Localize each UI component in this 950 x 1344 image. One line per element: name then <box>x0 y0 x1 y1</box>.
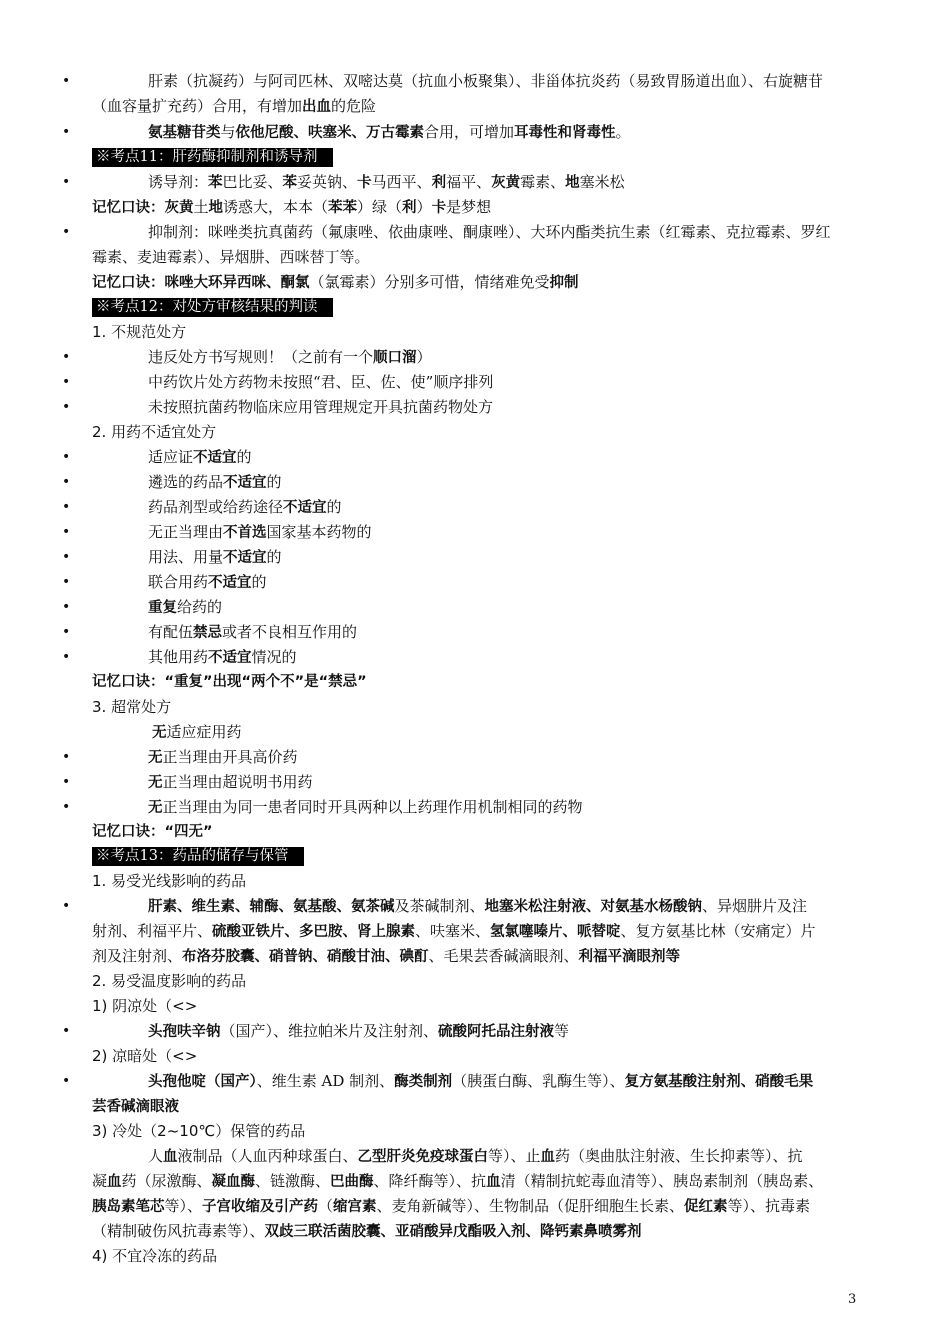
list-item-cont: 胰岛素笔芯等）、子宫收缩及引产药（缩宫素、麦角新碱等）、生物制品（促肝细胞生长素、促红素等）、抗毒素 <box>92 1197 811 1215</box>
subsection-title: 3) 冷处（2~10℃）保管的药品 <box>92 1122 306 1140</box>
bullet: • <box>62 549 71 565</box>
list-item: 适应证不适宜的 <box>148 448 252 466</box>
memory-tip: 记忆口诀：“重复”出现“两个不”是“禁忌” <box>92 674 367 690</box>
section-heading-11: ※考点11：肝药酶抑制剂和诱导剂 <box>92 144 862 169</box>
list-item: 用法、用量不适宜的 <box>148 548 282 566</box>
list-item: 人血液制品（人血丙种球蛋白、乙型肝炎免疫球蛋白等）、止血药（奥曲肽注射液、生长抑素等）、抗 <box>148 1147 803 1165</box>
memory-tip: 记忆口诀：灰黄土地诱惑大，本本（苯苯）绿（利）卡是梦想 <box>92 198 492 216</box>
list-item: 诱导剂：苯巴比妥、苯妥英钠、卡马西平、利福平、灰黄霉素、地塞米松 <box>148 173 625 191</box>
list-item: 肝素（抗凝药）与阿司匹林、双嘧达莫（抗血小板聚集）、非甾体抗炎药（易致胃肠道出血）、右旋糖苷 <box>148 72 824 90</box>
bullet: • <box>62 1023 71 1039</box>
bullet: • <box>62 73 71 89</box>
list-item: 无正当理由开具高价药 <box>148 748 298 766</box>
list-item: 未按照抗菌药物临床应用管理规定开具抗菌药物处方 <box>148 398 494 416</box>
bullet: • <box>62 624 71 640</box>
list-item-cont: 芸香碱滴眼液 <box>92 1099 179 1115</box>
subsection-title: 1) 阴凉处（<> <box>92 997 198 1015</box>
list-item: 氨基糖苷类与依他尼酸、呋塞米、万古霉素合用，可增加耳毒性和肾毒性。 <box>148 123 631 141</box>
list-item-cont: 霉素、麦迪霉素）、异烟肼、西咪替丁等。 <box>92 248 370 266</box>
bullet: • <box>62 474 71 490</box>
list-item: 无正当理由为同一患者同时开具两种以上药理作用机制相同的药物 <box>148 798 583 816</box>
section-heading-13: ※考点13：药品的储存与保管 <box>92 843 862 868</box>
bullet: • <box>62 124 71 140</box>
bullet: • <box>62 349 71 365</box>
list-item: 中药饮片处方药物未按照“君、臣、佐、使”顺序排列 <box>148 373 494 391</box>
bullet: • <box>62 749 71 765</box>
bullet: • <box>62 599 71 615</box>
bullet: • <box>62 449 71 465</box>
subsection-title: 2. 用药不适宜处方 <box>92 423 217 441</box>
list-item: 肝素、维生素、辅酶、氨基酸、氨茶碱及茶碱制剂、地塞米松注射液、对氨基水杨酸钠、异烟肼片及注 <box>148 897 808 915</box>
list-item-cont: （精制破伤风抗毒素等）、双歧三联活菌胶囊、亚硝酸异戊酯吸入剂、降钙素鼻喷雾剂 <box>92 1222 642 1240</box>
section-heading-12: ※考点12：对处方审核结果的判读 <box>92 294 862 319</box>
list-item: 遴选的药品不适宜的 <box>148 473 282 491</box>
subsection-title: 1. 不规范处方 <box>92 323 187 341</box>
list-item-cont: （血容量扩充药）合用，有增加出血的危险 <box>92 97 377 115</box>
list-item-cont: 凝血药（尿激酶、凝血酶、链激酶、巴曲酶、降纤酶等）、抗血清（精制抗蛇毒血清等）、胰岛素制剂（胰岛素、 <box>92 1172 824 1190</box>
list-item: 无正当理由不首选国家基本药物的 <box>148 523 372 541</box>
page-number: 3 <box>848 1292 857 1307</box>
bullet: • <box>62 499 71 515</box>
memory-tip: 记忆口诀：咪唑大环异西咪、酮氯（氯霉素）分别多可惜，情绪难免受抑制 <box>92 273 579 291</box>
list-item: 联合用药不适宜的 <box>148 573 267 591</box>
subsection-title: 2) 凉暗处（<> <box>92 1047 198 1065</box>
list-item: 头孢呋辛钠（国产）、维拉帕米片及注射剂、硫酸阿托品注射液等 <box>148 1022 570 1040</box>
bullet: • <box>62 799 71 815</box>
bullet: • <box>62 1073 71 1089</box>
list-item: 药品剂型或给药途径不适宜的 <box>148 498 342 516</box>
list-item: 无正当理由超说明书用药 <box>148 773 313 791</box>
subsection-title: 2. 易受温度影响的药品 <box>92 972 247 990</box>
list-item: 抑制剂：咪唑类抗真菌药（氟康唑、依曲康唑、酮康唑）、大环内酯类抗生素（红霉素、克拉霉素、罗红 <box>148 223 831 241</box>
list-item-cont: 剂及注射剂、布洛芬胶囊、硝普钠、硝酸甘油、碘酊、毛果芸香碱滴眼剂、利福平滴眼剂等 <box>92 947 681 965</box>
subsection-title: 3. 超常处方 <box>92 698 172 716</box>
bullet: • <box>62 224 71 240</box>
list-item-cont: 射剂、利福平片、硫酸亚铁片、多巴胺、肾上腺素、呋塞米、氢氯噻嗪片、哌替啶、复方氨基比林（安痛定）片 <box>92 922 816 940</box>
bullet: • <box>62 649 71 665</box>
bullet: • <box>62 399 71 415</box>
list-item: 无适应症用药 <box>152 723 242 741</box>
list-item: 其他用药不适宜情况的 <box>148 648 297 666</box>
subsection-title: 4) 不宜冷冻的药品 <box>92 1247 218 1265</box>
bullet: • <box>62 174 71 190</box>
bullet: • <box>62 774 71 790</box>
list-item: 有配伍禁忌或者不良相互作用的 <box>148 623 358 641</box>
bullet: • <box>62 374 71 390</box>
bullet: • <box>62 524 71 540</box>
list-item: 重复给药的 <box>148 598 223 616</box>
list-item: 头孢他啶（国产）、维生素 AD 制剂、酶类制剂（胰蛋白酶、乳酶生等）、复方氨基酸注射剂、硝酸毛果 <box>148 1072 814 1090</box>
memory-tip: 记忆口诀：“四无” <box>92 824 213 840</box>
subsection-title: 1. 易受光线影响的药品 <box>92 872 247 890</box>
bullet: • <box>62 574 71 590</box>
list-item: 违反处方书写规则！（之前有一个顺口溜） <box>148 348 432 366</box>
bullet: • <box>62 898 71 914</box>
